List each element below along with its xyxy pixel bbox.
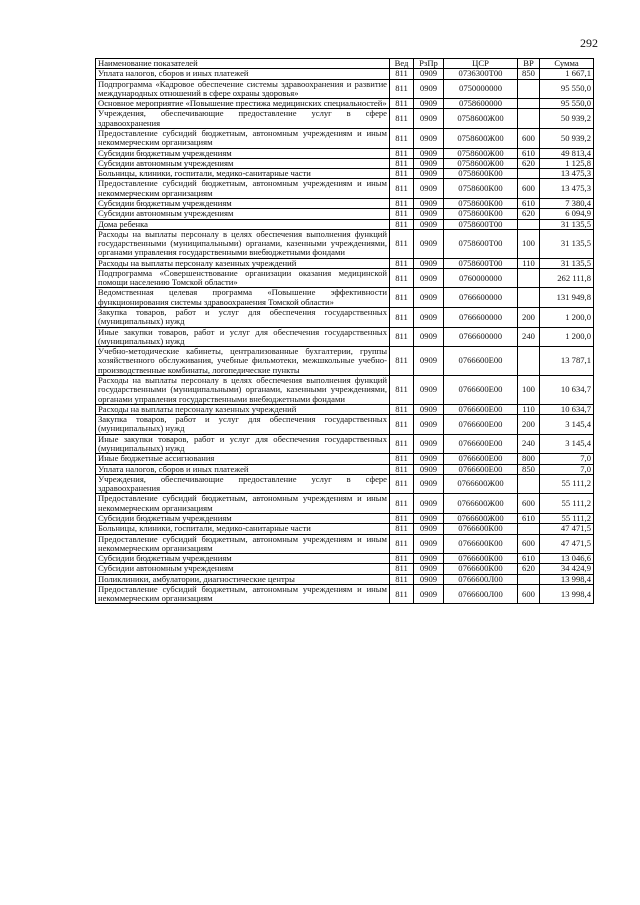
table-row: [96, 268, 594, 288]
cell-ved: 811: [390, 415, 414, 435]
cell-sum: 50 939,2: [540, 109, 594, 129]
cell-name: Закупка товаров, работ и услуг для обеспечения государственных (муниципальных) нужд: [96, 415, 390, 435]
cell-vr: 200: [518, 415, 540, 435]
table-row: [96, 179, 594, 199]
cell-vr: 800: [518, 454, 540, 464]
cell-rzpr: 0909: [414, 109, 444, 129]
table-row: [96, 79, 594, 99]
cell-sum: 13 475,3: [540, 169, 594, 179]
cell-ved: 811: [390, 209, 414, 219]
cell-sum: 13 998,4: [540, 574, 594, 584]
cell-csr: 0766600К00: [444, 564, 518, 574]
cell-vr: 100: [518, 376, 540, 405]
cell-ved: 811: [390, 99, 414, 109]
cell-name: Расходы на выплаты персоналу в целях обеспечения выполнения функций государственными (муниципальными) органами, казенными учреждениями, органами управления государственными внебюджетными фондами: [96, 376, 390, 405]
cell-name: Дома ребенка: [96, 219, 390, 229]
cell-ved: 811: [390, 258, 414, 268]
cell-name: Основное мероприятие «Повышение престижа медицинских специальностей»: [96, 99, 390, 109]
cell-name: Учебно-методические кабинеты, централизованные бухгалтерии, группы хозяйственного обслуживания, учебные фильмотеки, межшкольные учебно-производственные комбинаты, логопедические пункты: [96, 347, 390, 376]
cell-rzpr: 0909: [414, 524, 444, 534]
cell-rzpr: 0909: [414, 454, 444, 464]
cell-name: Субсидии автономным учреждениям: [96, 158, 390, 168]
cell-sum: 50 939,2: [540, 128, 594, 148]
table-row: [96, 258, 594, 268]
cell-name: Иные закупки товаров, работ и услуг для обеспечения государственных (муниципальных) нужд: [96, 434, 390, 454]
table-row: [96, 376, 594, 405]
cell-rzpr: 0909: [414, 128, 444, 148]
cell-ved: 811: [390, 524, 414, 534]
cell-sum: 13 787,1: [540, 347, 594, 376]
cell-ved: 811: [390, 288, 414, 308]
table-row: [96, 474, 594, 494]
cell-sum: 47 471,5: [540, 524, 594, 534]
cell-ved: 811: [390, 327, 414, 347]
cell-csr: 0766600Е00: [444, 376, 518, 405]
cell-csr: 0766600Е00: [444, 454, 518, 464]
cell-vr: 610: [518, 148, 540, 158]
cell-vr: [518, 524, 540, 534]
cell-csr: 0760000000: [444, 268, 518, 288]
cell-sum: 13 998,4: [540, 584, 594, 604]
cell-name: Субсидии бюджетным учреждениям: [96, 148, 390, 158]
cell-name: Субсидии бюджетным учреждениям: [96, 198, 390, 208]
cell-sum: 13 046,6: [540, 554, 594, 564]
cell-rzpr: 0909: [414, 415, 444, 435]
cell-name: Иные закупки товаров, работ и услуг для обеспечения государственных (муниципальных) нужд: [96, 327, 390, 347]
cell-sum: 1 125,8: [540, 158, 594, 168]
cell-rzpr: 0909: [414, 179, 444, 199]
cell-ved: 811: [390, 376, 414, 405]
cell-csr: 0750000000: [444, 79, 518, 99]
header-vr: ВР: [518, 59, 540, 69]
cell-ved: 811: [390, 347, 414, 376]
cell-csr: 0758600К00: [444, 169, 518, 179]
cell-sum: 49 813,4: [540, 148, 594, 158]
table-row: [96, 574, 594, 584]
cell-ved: 811: [390, 464, 414, 474]
header-rzpr: РзПр: [414, 59, 444, 69]
cell-sum: 55 111,2: [540, 474, 594, 494]
cell-name: Предоставление субсидий бюджетным, автономным учреждениям и иным некоммерческим организациям: [96, 494, 390, 514]
table-header-row: [96, 59, 594, 69]
cell-vr: 600: [518, 179, 540, 199]
cell-rzpr: 0909: [414, 376, 444, 405]
cell-name: Субсидии автономным учреждениям: [96, 564, 390, 574]
cell-sum: 7,0: [540, 454, 594, 464]
cell-csr: 0766600Ж00: [444, 494, 518, 514]
cell-rzpr: 0909: [414, 169, 444, 179]
table-row: [96, 308, 594, 328]
cell-sum: 6 094,9: [540, 209, 594, 219]
cell-rzpr: 0909: [414, 554, 444, 564]
table-row: [96, 513, 594, 523]
cell-csr: 0766600000: [444, 308, 518, 328]
table-row: [96, 464, 594, 474]
header-ved: Вед: [390, 59, 414, 69]
cell-vr: [518, 268, 540, 288]
cell-name: Предоставление субсидий бюджетным, автономным учреждениям и иным некоммерческим организациям: [96, 584, 390, 604]
cell-csr: 0758600К00: [444, 209, 518, 219]
cell-rzpr: 0909: [414, 347, 444, 376]
cell-sum: 1 200,0: [540, 308, 594, 328]
cell-vr: 200: [518, 308, 540, 328]
cell-vr: 110: [518, 404, 540, 414]
cell-rzpr: 0909: [414, 229, 444, 258]
cell-ved: 811: [390, 169, 414, 179]
cell-csr: 0758600Ж00: [444, 148, 518, 158]
cell-vr: 600: [518, 494, 540, 514]
cell-sum: 55 111,2: [540, 513, 594, 523]
header-sum: Сумма: [540, 59, 594, 69]
table-row: [96, 169, 594, 179]
cell-ved: 811: [390, 229, 414, 258]
cell-ved: 811: [390, 198, 414, 208]
cell-name: Ведомственная целевая программа «Повышение эффективности функционирования системы здравоохранения Томской области»: [96, 288, 390, 308]
cell-ved: 811: [390, 584, 414, 604]
page-number: 292: [580, 36, 598, 50]
header-name: Наименование показателей: [96, 59, 390, 69]
cell-name: Расходы на выплаты персоналу в целях обеспечения выполнения функций государственными (муниципальными) органами, казенными учреждениями, органами управления государственными внебюджетными фондами: [96, 229, 390, 258]
cell-sum: 10 634,7: [540, 376, 594, 405]
cell-vr: 240: [518, 434, 540, 454]
table-row: [96, 534, 594, 554]
cell-csr: 0766600Е00: [444, 404, 518, 414]
cell-sum: 7,0: [540, 464, 594, 474]
cell-csr: 0766600Е00: [444, 464, 518, 474]
cell-csr: 0766600Е00: [444, 434, 518, 454]
cell-rzpr: 0909: [414, 327, 444, 347]
cell-sum: 1 200,0: [540, 327, 594, 347]
cell-name: Субсидии автономным учреждениям: [96, 209, 390, 219]
table-row: [96, 109, 594, 129]
cell-name: Расходы на выплаты персоналу казенных учреждений: [96, 404, 390, 414]
cell-rzpr: 0909: [414, 308, 444, 328]
cell-vr: 600: [518, 534, 540, 554]
cell-vr: 600: [518, 128, 540, 148]
cell-rzpr: 0909: [414, 464, 444, 474]
cell-vr: [518, 99, 540, 109]
cell-ved: 811: [390, 179, 414, 199]
cell-csr: 0758600К00: [444, 179, 518, 199]
cell-sum: 7 380,4: [540, 198, 594, 208]
cell-rzpr: 0909: [414, 258, 444, 268]
cell-vr: [518, 169, 540, 179]
cell-vr: 600: [518, 584, 540, 604]
cell-vr: 620: [518, 209, 540, 219]
cell-rzpr: 0909: [414, 513, 444, 523]
cell-name: Расходы на выплаты персоналу казенных учреждений: [96, 258, 390, 268]
table-row: [96, 494, 594, 514]
cell-sum: 95 550,0: [540, 99, 594, 109]
table-row: [96, 434, 594, 454]
table-row: [96, 288, 594, 308]
cell-name: Иные бюджетные ассигнования: [96, 454, 390, 464]
table-row: [96, 524, 594, 534]
cell-rzpr: 0909: [414, 69, 444, 79]
table-row: [96, 584, 594, 604]
cell-sum: 13 475,3: [540, 179, 594, 199]
table-row: [96, 209, 594, 219]
cell-vr: [518, 288, 540, 308]
cell-csr: 0736300Т00: [444, 69, 518, 79]
cell-csr: 0758600Ж00: [444, 109, 518, 129]
cell-name: Подпрограмма «Совершенствование организации оказания медицинской помощи населению Томской области»: [96, 268, 390, 288]
cell-csr: 0758600К00: [444, 198, 518, 208]
cell-ved: 811: [390, 158, 414, 168]
cell-ved: 811: [390, 79, 414, 99]
table-row: [96, 128, 594, 148]
cell-csr: 0766600Е00: [444, 415, 518, 435]
cell-vr: [518, 219, 540, 229]
cell-vr: 110: [518, 258, 540, 268]
cell-rzpr: 0909: [414, 99, 444, 109]
cell-vr: 610: [518, 198, 540, 208]
cell-rzpr: 0909: [414, 219, 444, 229]
cell-ved: 811: [390, 474, 414, 494]
cell-sum: 34 424,9: [540, 564, 594, 574]
table-row: [96, 564, 594, 574]
table-row: [96, 69, 594, 79]
cell-csr: 0766600К00: [444, 524, 518, 534]
table-row: [96, 415, 594, 435]
cell-csr: 0758600000: [444, 99, 518, 109]
cell-name: Учреждения, обеспечивающие предоставление услуг в сфере здравоохранения: [96, 109, 390, 129]
cell-sum: 55 111,2: [540, 494, 594, 514]
cell-name: Предоставление субсидий бюджетным, автономным учреждениям и иным некоммерческим организациям: [96, 534, 390, 554]
header-csr: ЦСР: [444, 59, 518, 69]
cell-rzpr: 0909: [414, 79, 444, 99]
cell-rzpr: 0909: [414, 584, 444, 604]
cell-ved: 811: [390, 69, 414, 79]
cell-csr: 0766600000: [444, 327, 518, 347]
cell-ved: 811: [390, 564, 414, 574]
cell-vr: [518, 79, 540, 99]
table-row: [96, 198, 594, 208]
cell-vr: 610: [518, 513, 540, 523]
cell-vr: 100: [518, 229, 540, 258]
cell-rzpr: 0909: [414, 564, 444, 574]
cell-sum: 31 135,5: [540, 258, 594, 268]
cell-rzpr: 0909: [414, 474, 444, 494]
cell-sum: 3 145,4: [540, 415, 594, 435]
cell-csr: 0766600Е00: [444, 347, 518, 376]
cell-ved: 811: [390, 219, 414, 229]
cell-csr: 0758600Т00: [444, 258, 518, 268]
cell-csr: 0766600Л00: [444, 574, 518, 584]
cell-csr: 0766600К00: [444, 554, 518, 564]
cell-name: Уплата налогов, сборов и иных платежей: [96, 69, 390, 79]
cell-ved: 811: [390, 109, 414, 129]
cell-rzpr: 0909: [414, 158, 444, 168]
cell-csr: 0766600Л00: [444, 584, 518, 604]
table-row: [96, 347, 594, 376]
cell-csr: 0766600000: [444, 288, 518, 308]
cell-ved: 811: [390, 494, 414, 514]
cell-sum: 95 550,0: [540, 79, 594, 99]
cell-rzpr: 0909: [414, 404, 444, 414]
cell-ved: 811: [390, 534, 414, 554]
cell-vr: 620: [518, 158, 540, 168]
table-row: [96, 229, 594, 258]
cell-name: Предоставление субсидий бюджетным, автономным учреждениям и иным некоммерческим организациям: [96, 179, 390, 199]
cell-vr: [518, 109, 540, 129]
cell-ved: 811: [390, 128, 414, 148]
cell-name: Учреждения, обеспечивающие предоставление услуг в сфере здравоохранения: [96, 474, 390, 494]
budget-table: [95, 58, 594, 604]
table-row: [96, 158, 594, 168]
cell-ved: 811: [390, 454, 414, 464]
cell-csr: 0766600К00: [444, 534, 518, 554]
cell-name: Уплата налогов, сборов и иных платежей: [96, 464, 390, 474]
table-row: [96, 99, 594, 109]
cell-rzpr: 0909: [414, 209, 444, 219]
cell-vr: [518, 574, 540, 584]
table-row: [96, 454, 594, 464]
cell-sum: 31 135,5: [540, 229, 594, 258]
cell-sum: 131 949,8: [540, 288, 594, 308]
table-row: [96, 404, 594, 414]
cell-vr: [518, 347, 540, 376]
cell-ved: 811: [390, 554, 414, 564]
cell-csr: 0758600Ж00: [444, 128, 518, 148]
cell-sum: 1 667,1: [540, 69, 594, 79]
cell-name: Субсидии бюджетным учреждениям: [96, 554, 390, 564]
cell-ved: 811: [390, 404, 414, 414]
cell-rzpr: 0909: [414, 534, 444, 554]
cell-ved: 811: [390, 574, 414, 584]
cell-ved: 811: [390, 434, 414, 454]
cell-name: Предоставление субсидий бюджетным, автономным учреждениям и иным некоммерческим организациям: [96, 128, 390, 148]
table-body: [96, 69, 594, 604]
cell-sum: 31 135,5: [540, 219, 594, 229]
cell-rzpr: 0909: [414, 494, 444, 514]
cell-csr: 0758600Т00: [444, 229, 518, 258]
cell-rzpr: 0909: [414, 268, 444, 288]
cell-csr: 0758600Т00: [444, 219, 518, 229]
table-row: [96, 327, 594, 347]
cell-ved: 811: [390, 513, 414, 523]
cell-rzpr: 0909: [414, 148, 444, 158]
cell-name: Закупка товаров, работ и услуг для обеспечения государственных (муниципальных) нужд: [96, 308, 390, 328]
cell-vr: 850: [518, 69, 540, 79]
cell-rzpr: 0909: [414, 288, 444, 308]
cell-name: Больницы, клиники, госпитали, медико-санитарные части: [96, 169, 390, 179]
cell-name: Подпрограмма «Кадровое обеспечение системы здравоохранения и развитие международных отношений в сфере охраны здоровья»: [96, 79, 390, 99]
cell-vr: 240: [518, 327, 540, 347]
cell-ved: 811: [390, 148, 414, 158]
cell-vr: 610: [518, 554, 540, 564]
cell-name: Больницы, клиники, госпитали, медико-санитарные части: [96, 524, 390, 534]
table-row: [96, 148, 594, 158]
cell-vr: [518, 474, 540, 494]
cell-rzpr: 0909: [414, 574, 444, 584]
cell-ved: 811: [390, 308, 414, 328]
cell-name: Поликлиники, амбулатории, диагностические центры: [96, 574, 390, 584]
cell-csr: 0766600Ж00: [444, 474, 518, 494]
cell-name: Субсидии бюджетным учреждениям: [96, 513, 390, 523]
table-row: [96, 219, 594, 229]
cell-csr: 0758600Ж00: [444, 158, 518, 168]
cell-sum: 47 471,5: [540, 534, 594, 554]
cell-vr: 620: [518, 564, 540, 574]
cell-rzpr: 0909: [414, 198, 444, 208]
cell-sum: 10 634,7: [540, 404, 594, 414]
cell-ved: 811: [390, 268, 414, 288]
cell-csr: 0766600Ж00: [444, 513, 518, 523]
table-row: [96, 554, 594, 564]
cell-sum: 3 145,4: [540, 434, 594, 454]
cell-sum: 262 111,8: [540, 268, 594, 288]
cell-rzpr: 0909: [414, 434, 444, 454]
cell-vr: 850: [518, 464, 540, 474]
